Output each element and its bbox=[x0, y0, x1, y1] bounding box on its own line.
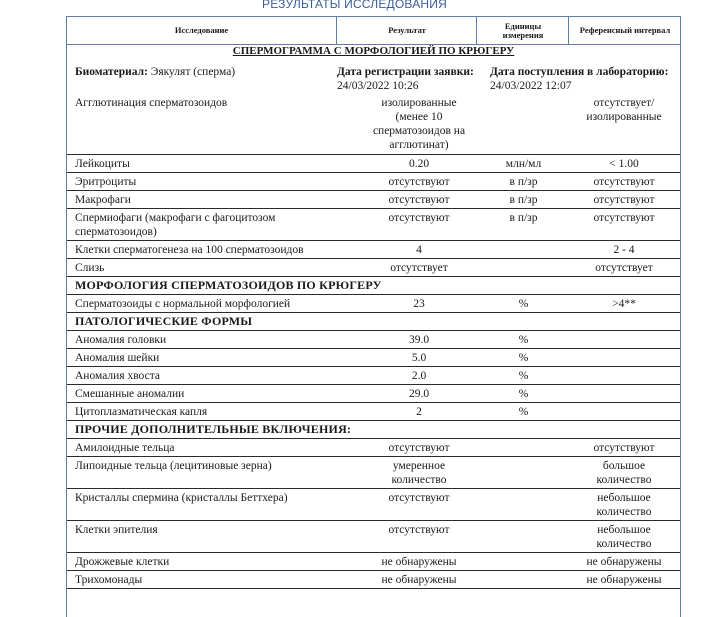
test-value: отсутствует bbox=[390, 262, 448, 274]
row-divider bbox=[67, 456, 680, 457]
test-name: Агглютинация сперматозоидов bbox=[75, 97, 228, 109]
reference-value bbox=[568, 96, 680, 124]
test-name: Смешанные аномалии bbox=[75, 388, 185, 400]
page-title: РЕЗУЛЬТАТЫ ИССЛЕДОВАНИЯ bbox=[262, 0, 447, 11]
value-line: (менее 10 bbox=[395, 111, 443, 123]
reference-value: отсутствуют bbox=[593, 212, 655, 224]
test-unit: в п/зр bbox=[509, 176, 538, 188]
test-value: 0.20 bbox=[408, 158, 430, 170]
lab-received-date-label: Дата поступления в лабораторию: bbox=[490, 66, 669, 78]
test-name: Кристаллы спермина (кристаллы Беттхера) bbox=[75, 492, 288, 504]
row-divider bbox=[67, 488, 680, 489]
column-header-reference: Референсный интервал bbox=[568, 17, 681, 44]
test-unit: % bbox=[518, 388, 529, 400]
test-name: Слизь bbox=[75, 262, 105, 274]
units-header-line2: измерения bbox=[502, 29, 544, 40]
row-divider bbox=[67, 520, 680, 521]
reference-value bbox=[568, 523, 680, 551]
test-unit: % bbox=[518, 370, 529, 382]
test-name: Липоидные тельца (лецитиновые зерна) bbox=[75, 460, 272, 472]
value-line: изолированные bbox=[381, 97, 457, 109]
row-divider bbox=[67, 276, 680, 277]
ref-line: большое bbox=[602, 460, 646, 472]
test-name: Цитоплазматическая капля bbox=[75, 406, 208, 418]
test-value: отсутствуют bbox=[388, 442, 450, 454]
name-line: сперматозоидов) bbox=[75, 226, 157, 238]
row-divider bbox=[67, 258, 680, 259]
test-name: Макрофаги bbox=[75, 194, 131, 206]
ref-line: отсутствует/ bbox=[593, 97, 655, 109]
test-unit: % bbox=[518, 334, 529, 346]
biomaterial-label: Биоматериал: bbox=[75, 66, 148, 78]
reference-value: отсутствуют bbox=[593, 176, 655, 188]
test-name: Трихомонады bbox=[75, 574, 143, 586]
ref-line: изолированные bbox=[586, 111, 662, 123]
section-heading-morphology: МОРФОЛОГИЯ СПЕРМАТОЗОИДОВ ПО КРЮГЕРУ bbox=[75, 278, 382, 292]
test-unit: % bbox=[518, 298, 529, 310]
column-header-units bbox=[476, 17, 569, 44]
row-divider bbox=[67, 402, 680, 403]
test-value bbox=[336, 96, 502, 152]
test-value: 2 bbox=[416, 406, 422, 418]
test-name: Дрожжевые клетки bbox=[75, 556, 170, 568]
ref-line: небольшое bbox=[597, 524, 651, 536]
reference-value: отсутствует bbox=[595, 262, 653, 274]
test-name: Аномалия шейки bbox=[75, 352, 160, 364]
test-unit: в п/зр bbox=[509, 194, 538, 206]
row-divider bbox=[67, 420, 680, 421]
reference-value bbox=[568, 459, 680, 487]
section-heading-other: ПРОЧИЕ ДОПОЛНИТЕЛЬНЫЕ ВКЛЮЧЕНИЯ: bbox=[75, 422, 352, 436]
reference-value bbox=[568, 491, 680, 519]
name-line: Спермиофаги (макрофаги с фагоцитозом bbox=[75, 212, 276, 224]
value-line: агглютинат) bbox=[389, 139, 449, 151]
row-divider bbox=[67, 552, 680, 553]
test-unit: % bbox=[518, 352, 529, 364]
ref-line: количество bbox=[596, 538, 652, 550]
row-divider bbox=[67, 294, 680, 295]
test-value: отсутствуют bbox=[388, 212, 450, 224]
test-name: Амилоидные тельца bbox=[75, 442, 175, 454]
column-header-result: Результат bbox=[336, 17, 477, 44]
test-value: не обнаружены bbox=[381, 574, 457, 586]
test-name: Клетки эпителия bbox=[75, 524, 158, 536]
reference-value: отсутствуют bbox=[593, 194, 655, 206]
test-value: отсутствуют bbox=[388, 492, 450, 504]
row-divider bbox=[67, 330, 680, 331]
test-unit: млн/мл bbox=[505, 158, 542, 170]
test-value: не обнаружены bbox=[381, 556, 457, 568]
row-divider bbox=[67, 154, 680, 155]
biomaterial-value: Эякулят (сперма) bbox=[150, 66, 236, 78]
test-value: отсутствуют bbox=[388, 524, 450, 536]
lab-received-date-value: 24/03/2022 12:07 bbox=[490, 80, 572, 92]
registration-date bbox=[337, 65, 474, 93]
test-unit: в п/зр bbox=[509, 212, 538, 224]
ref-line: небольшое bbox=[597, 492, 651, 504]
row-divider bbox=[67, 208, 680, 209]
test-value: 4 bbox=[416, 244, 422, 256]
test-name: Лейкоциты bbox=[75, 158, 130, 170]
results-table bbox=[66, 16, 681, 617]
test-value bbox=[336, 459, 502, 487]
row-divider bbox=[67, 570, 680, 571]
test-value: 2.0 bbox=[411, 370, 427, 382]
registration-date-label: Дата регистрации заявки: bbox=[337, 66, 474, 78]
reference-value: отсутствуют bbox=[593, 442, 655, 454]
test-name bbox=[75, 211, 335, 239]
reference-value: 2 - 4 bbox=[613, 244, 635, 256]
value-line: умеренное bbox=[392, 460, 446, 472]
test-name: Клетки сперматогенеза на 100 сперматозоидов bbox=[75, 244, 304, 256]
test-name: Сперматозоиды с нормальной морфологией bbox=[75, 298, 291, 310]
reference-value: >4** bbox=[612, 298, 636, 310]
row-divider bbox=[67, 348, 680, 349]
test-name: Эритроциты bbox=[75, 176, 137, 188]
test-value: отсутствуют bbox=[388, 176, 450, 188]
row-divider bbox=[67, 588, 680, 589]
units-header-line1: Единицы bbox=[504, 20, 542, 31]
biomaterial bbox=[75, 65, 235, 79]
test-value: 23 bbox=[413, 298, 425, 310]
test-value: 29.0 bbox=[408, 388, 430, 400]
reference-value: не обнаружены bbox=[586, 574, 662, 586]
test-name: Аномалия хвоста bbox=[75, 370, 160, 382]
reference-value: не обнаружены bbox=[586, 556, 662, 568]
row-divider bbox=[67, 172, 680, 173]
row-divider bbox=[67, 366, 680, 367]
test-unit: % bbox=[518, 406, 529, 418]
ref-line: количество bbox=[596, 474, 652, 486]
test-name: Аномалия головки bbox=[75, 334, 167, 346]
row-divider bbox=[67, 312, 680, 313]
table-header bbox=[67, 17, 680, 45]
reference-value: < 1.00 bbox=[609, 158, 639, 170]
test-value: отсутствуют bbox=[388, 194, 450, 206]
row-divider bbox=[67, 438, 680, 439]
row-divider bbox=[67, 190, 680, 191]
section-heading-pathological: ПАТОЛОГИЧЕСКИЕ ФОРМЫ bbox=[75, 314, 253, 328]
test-value: 39.0 bbox=[408, 334, 430, 346]
registration-date-value: 24/03/2022 10:26 bbox=[337, 80, 419, 92]
ref-line: количество bbox=[596, 506, 652, 518]
row-divider bbox=[67, 384, 680, 385]
test-value: 5.0 bbox=[411, 352, 427, 364]
value-line: количество bbox=[391, 474, 447, 486]
value-line: сперматозоидов на bbox=[372, 125, 466, 137]
lab-received-date bbox=[490, 65, 668, 93]
column-header-test: Исследование bbox=[174, 25, 229, 35]
row-divider bbox=[67, 240, 680, 241]
analysis-title: СПЕРМОГРАММА С МОРФОЛОГИЕЙ ПО КРЮГЕРУ bbox=[232, 45, 515, 57]
